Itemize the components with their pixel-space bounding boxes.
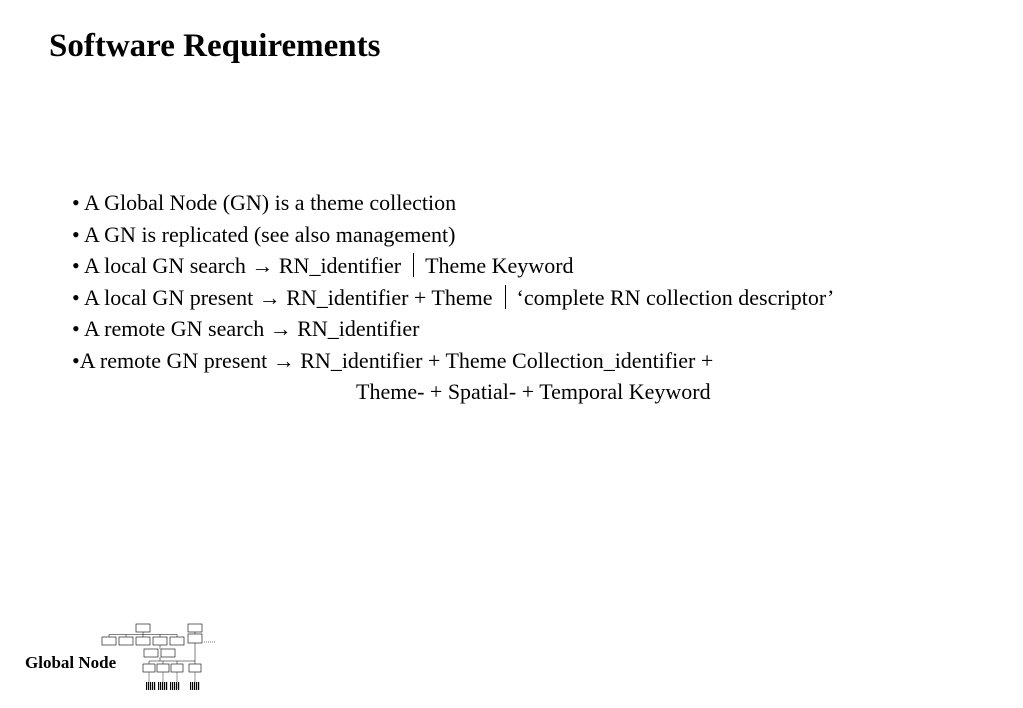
list-item-text: ‘complete RN collection descriptor’ — [516, 284, 835, 310]
list-item — [72, 345, 834, 377]
list-item — [72, 250, 834, 282]
bullet-marker: • — [72, 284, 80, 310]
requirements-list — [72, 187, 834, 408]
bullet-marker: • — [72, 316, 80, 341]
list-item-text: A GN is replicated (see also management) — [84, 221, 456, 247]
list-item-text: Theme Keyword — [425, 253, 574, 278]
list-item-text: A remote GN search → RN_identifier — [84, 316, 420, 341]
bullet-marker: • — [72, 190, 80, 215]
list-item-text: A Global Node (GN) is a theme collection — [84, 190, 457, 215]
list-item — [72, 282, 834, 314]
list-item-continuation: Theme- + Spatial- + Temporal Keyword — [356, 379, 711, 404]
list-item — [72, 187, 834, 219]
page-title: Software Requirements — [49, 28, 381, 64]
footer-label: Global Node — [25, 653, 117, 672]
list-item-text: A local GN search → RN_identifier — [84, 253, 402, 278]
list-item — [72, 313, 834, 345]
list-item — [72, 219, 834, 251]
separator-bar — [413, 253, 414, 277]
list-item-text: A local GN present → RN_identifier + Theme — [84, 284, 493, 310]
bullet-marker: • — [72, 347, 80, 373]
list-item-text: A remote GN present → RN_identifier + Theme Collection_identifier + — [79, 347, 714, 373]
bullet-marker: • — [72, 221, 80, 247]
separator-bar — [505, 285, 506, 309]
bullet-marker: • — [72, 253, 80, 278]
hierarchy-diagram-icon — [100, 622, 218, 694]
